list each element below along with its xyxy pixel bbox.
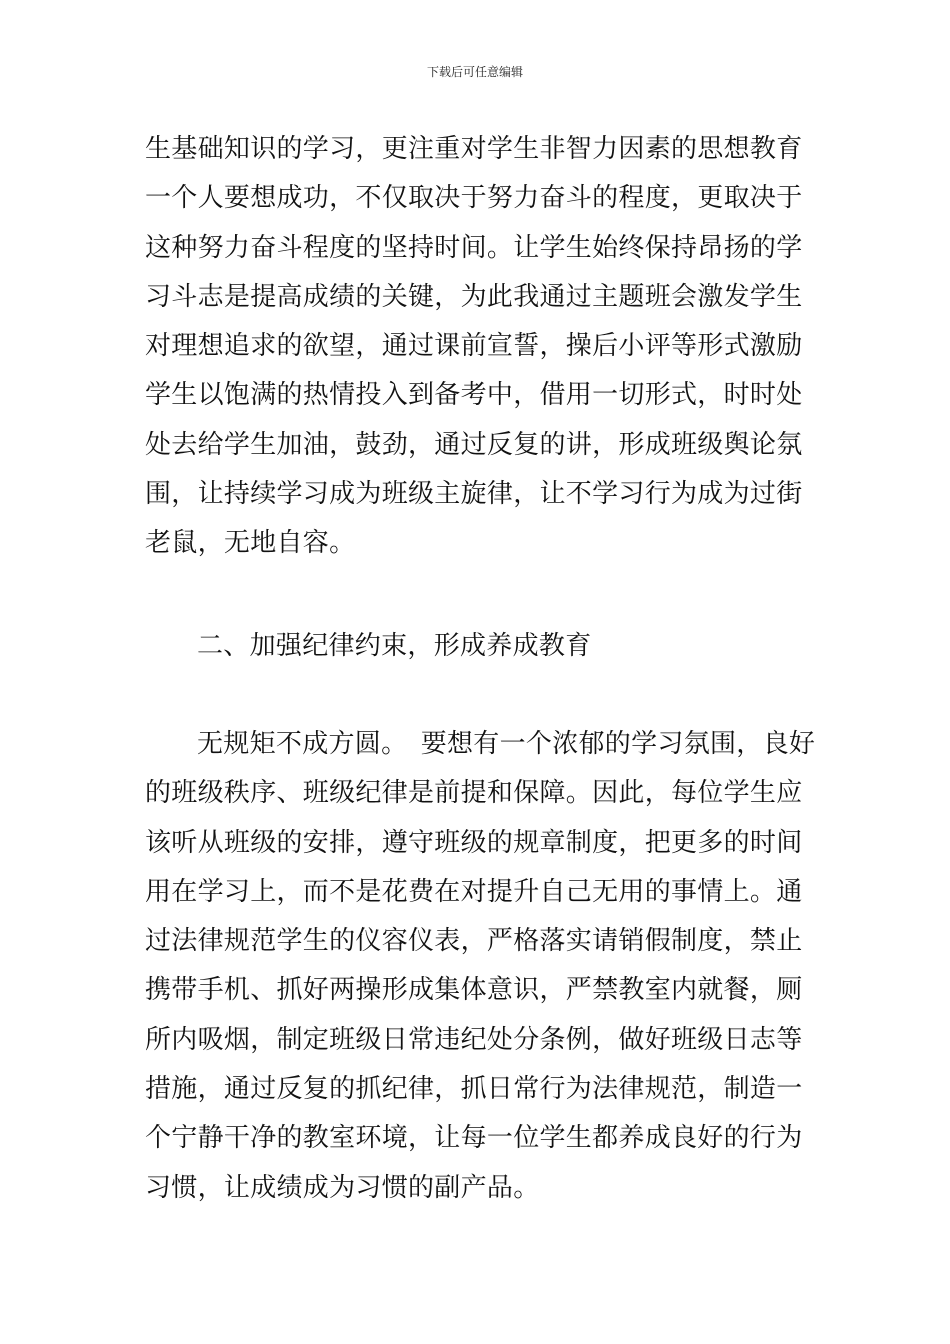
text-line: 生基础知识的学习，更注重对学生非智力因素的思想教育: [145, 134, 803, 164]
text-line: 无规矩不成方圆。 要想有一个浓郁的学习氛围，良好: [197, 729, 816, 759]
text-line: 习惯，让成绩成为习惯的副产品。: [145, 1172, 540, 1203]
text-line: 措施，通过反复的抓纪律，抓日常行为法律规范，制造一: [145, 1074, 803, 1105]
text-line: 处去给学生加油，鼓劲，通过反复的讲，形成班级舆论氛: [145, 429, 803, 460]
heading-text: 二、加强纪律约束，形成养成教育: [197, 631, 592, 661]
text-line: 习斗志是提高成绩的关键，为此我通过主题班会激发学生: [145, 281, 803, 312]
text-line: 这种努力奋斗程度的坚持时间。让学生始终保持昂扬的学: [145, 232, 803, 263]
text-line: 围，让持续学习成为班级主旋律，让不学习行为成为过街: [145, 479, 803, 510]
text-line: 用在学习上，而不是花费在对提升自己无用的事情上。通: [145, 876, 803, 907]
section-heading: [145, 622, 810, 671]
text-line: 一个人要想成功，不仅取决于努力奋斗的程度，更取决于: [145, 183, 803, 214]
text-line: 对理想追求的欲望，通过课前宣誓，操后小评等形式激励: [145, 331, 803, 362]
paragraph-continuation: [145, 125, 810, 569]
text-line: 过法律规范学生的仪容仪表，严格落实请销假制度，禁止: [145, 926, 803, 957]
text-line: 老鼠，无地自容。: [145, 528, 356, 559]
text-line: 携带手机、抓好两操形成集体意识，严禁教室内就餐，厕: [145, 975, 803, 1006]
text-line: 所内吸烟，制定班级日常违纪处分条例，做好班级日志等: [145, 1024, 803, 1055]
page-header: 下载后可任意编辑: [426, 65, 523, 79]
paragraph-discipline: [145, 720, 816, 1213]
text-line: 的班级秩序、班级纪律是前提和保障。因此，每位学生应: [145, 778, 803, 809]
text-line: 个宁静干净的教室环境，让每一位学生都养成良好的行为: [145, 1123, 803, 1154]
text-line: 学生以饱满的热情投入到备考中，借用一切形式，时时处: [145, 380, 803, 411]
text-line: 该听从班级的安排，遵守班级的规章制度，把更多的时间: [145, 827, 803, 858]
